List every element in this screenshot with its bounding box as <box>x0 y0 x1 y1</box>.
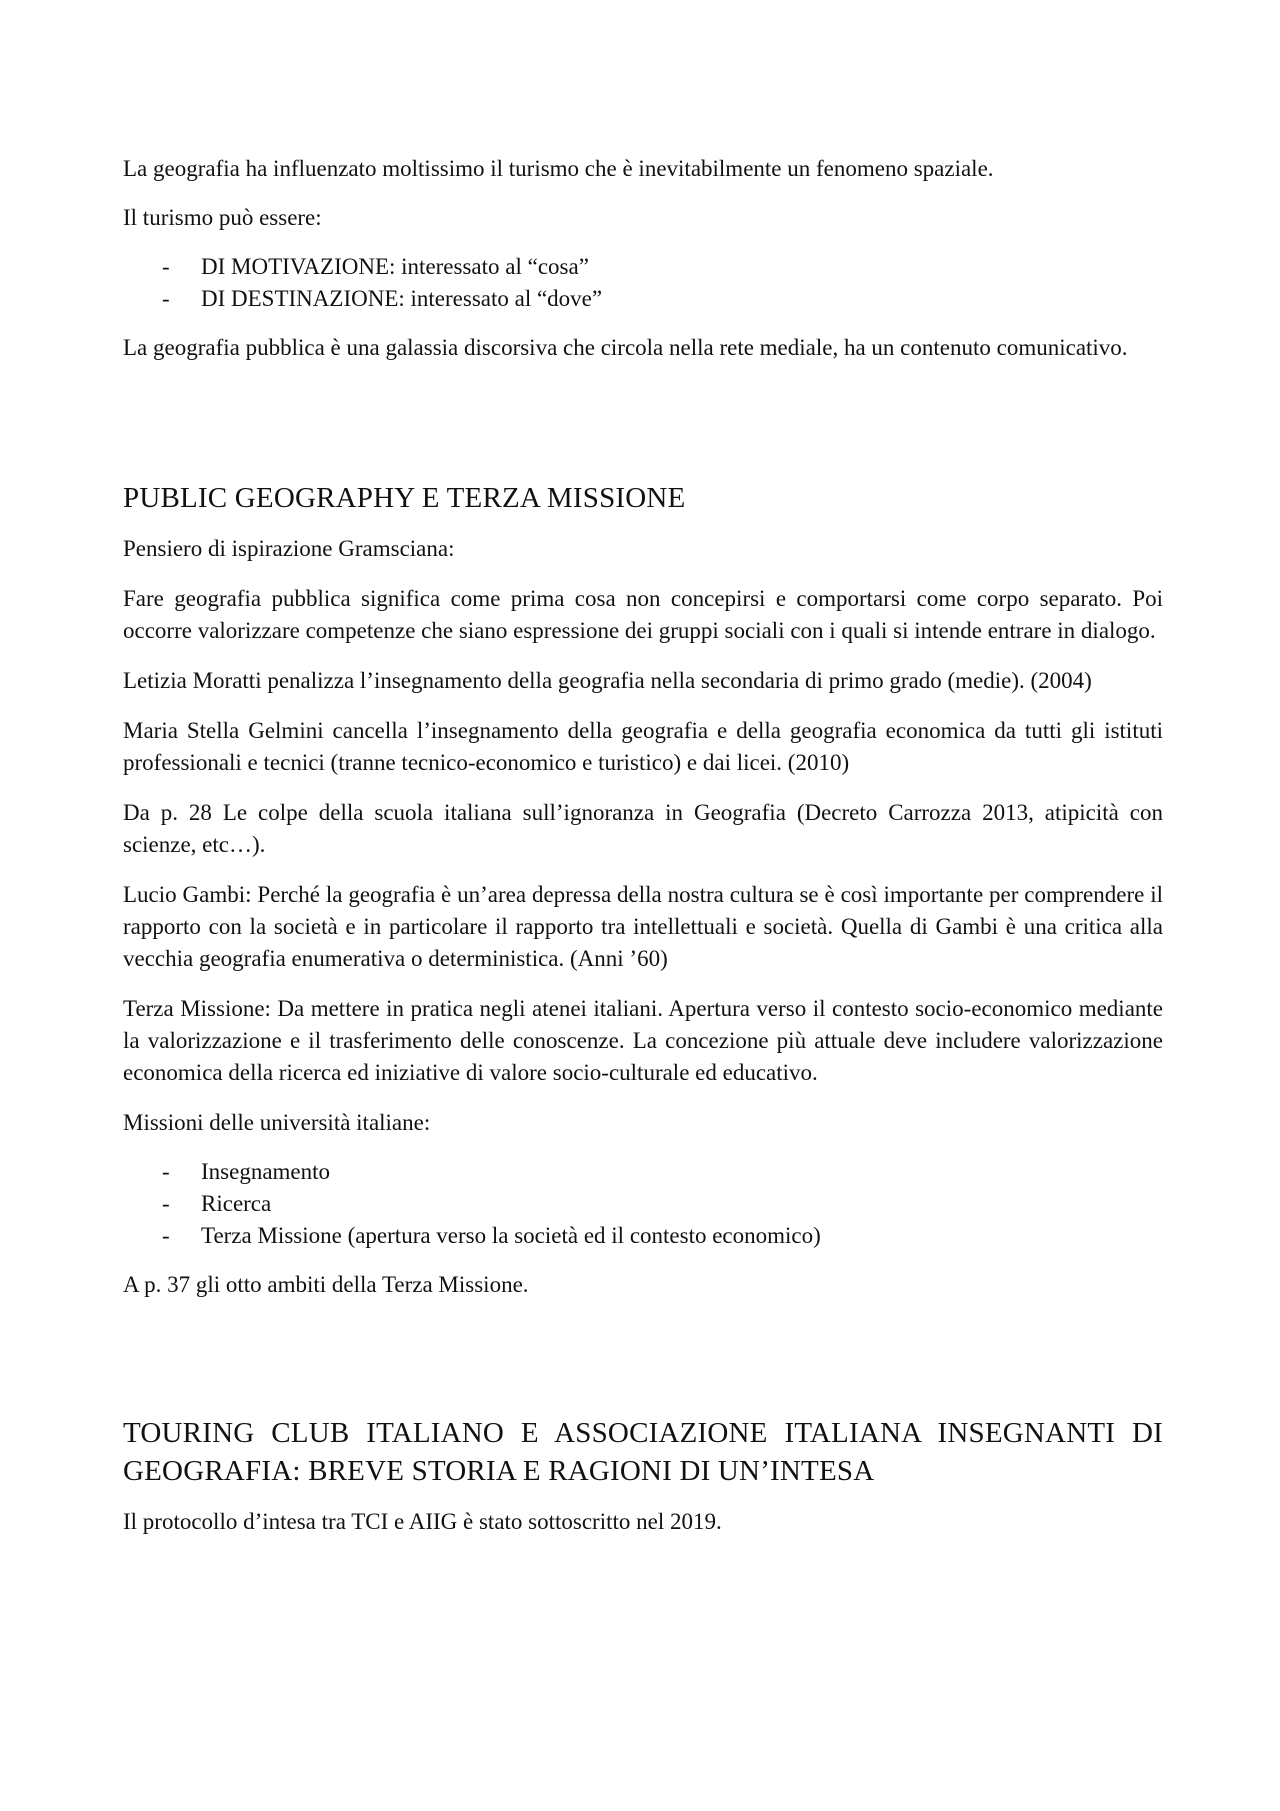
dash-bullet: - <box>162 1159 170 1184</box>
list-item <box>123 1220 1163 1252</box>
list-item-text: Insegnamento <box>201 1159 331 1184</box>
section-heading-touring-club: TOURING CLUB ITALIANO E ASSOCIAZIONE ITALIANA INSEGNANTI DI GEOGRAFIA: BREVE STORIA E RAGIONI DI UN’INTESA <box>123 1417 1163 1487</box>
list-item <box>123 251 1163 283</box>
dash-bullet: - <box>162 254 170 279</box>
paragraph: Il protocollo d’intesa tra TCI e AIIG è stato sottoscritto nel 2019. <box>123 1509 722 1534</box>
paragraph: Fare geografia pubblica significa come prima cosa non concepirsi e comportarsi come corpo separato. Poi occorre valorizzare competenze che siano espressione dei gruppi sociali con i quali si intende entrare in dialogo. <box>123 586 1163 643</box>
list-item <box>123 1156 1163 1188</box>
paragraph: Da p. 28 Le colpe della scuola italiana sull’ignoranza in Geografia (Decreto Carrozza 2013, atipicità con scienze, etc…). <box>123 800 1163 857</box>
list-item <box>123 283 1163 315</box>
list-item-text: Terza Missione (apertura verso la società ed il contesto economico) <box>201 1223 821 1248</box>
paragraph: Missioni delle università italiane: <box>123 1110 431 1135</box>
closing-paragraph: A p. 37 gli otto ambiti della Terza Missione. <box>123 1272 529 1297</box>
paragraph: Lucio Gambi: Perché la geografia è un’area depressa della nostra cultura se è così importante per comprendere il rapporto con la società e in particolare il rapporto tra intellettuali e società. Quella di Gambi è una critica alla vecchia geografia enumerativa o deterministica. (Anni ’60) <box>123 882 1163 971</box>
tourism-types-list <box>123 251 1163 315</box>
list-item-text: DI MOTIVAZIONE: interessato al “cosa” <box>201 254 589 279</box>
list-item-text: DI DESTINAZIONE: interessato al “dove” <box>201 286 603 311</box>
paragraph: Pensiero di ispirazione Gramsciana: <box>123 536 455 561</box>
paragraph: Terza Missione: Da mettere in pratica negli atenei italiani. Apertura verso il contesto socio-economico mediante la valorizzazione e il trasferimento delle conoscenze. La concezione più attuale deve includere valorizzazione economica della ricerca ed iniziative di valore socio-culturale ed educativo. <box>123 996 1163 1085</box>
dash-bullet: - <box>162 1191 170 1216</box>
dash-bullet: - <box>162 1223 170 1248</box>
paragraph: Letizia Moratti penalizza l’insegnamento della geografia nella secondaria di primo grado (medie). (2004) <box>123 668 1092 693</box>
section-heading-public-geography: PUBLIC GEOGRAPHY E TERZA MISSIONE <box>123 482 686 514</box>
tourism-intro: Il turismo può essere: <box>123 205 322 230</box>
missions-list <box>123 1156 1163 1252</box>
dash-bullet: - <box>162 286 170 311</box>
list-item <box>123 1188 1163 1220</box>
document-page <box>123 153 1163 1538</box>
paragraph: Maria Stella Gelmini cancella l’insegnamento della geografia e della geografia economica da tutti gli istituti professionali e tecnici (tranne tecnico-economico e turistico) e dai licei. (2010) <box>123 718 1163 775</box>
public-geography-paragraph: La geografia pubblica è una galassia discorsiva che circola nella rete mediale, ha un contenuto comunicativo. <box>123 335 1128 360</box>
intro-paragraph: La geografia ha influenzato moltissimo il turismo che è inevitabilmente un fenomeno spaziale. <box>123 156 994 181</box>
list-item-text: Ricerca <box>201 1191 272 1216</box>
